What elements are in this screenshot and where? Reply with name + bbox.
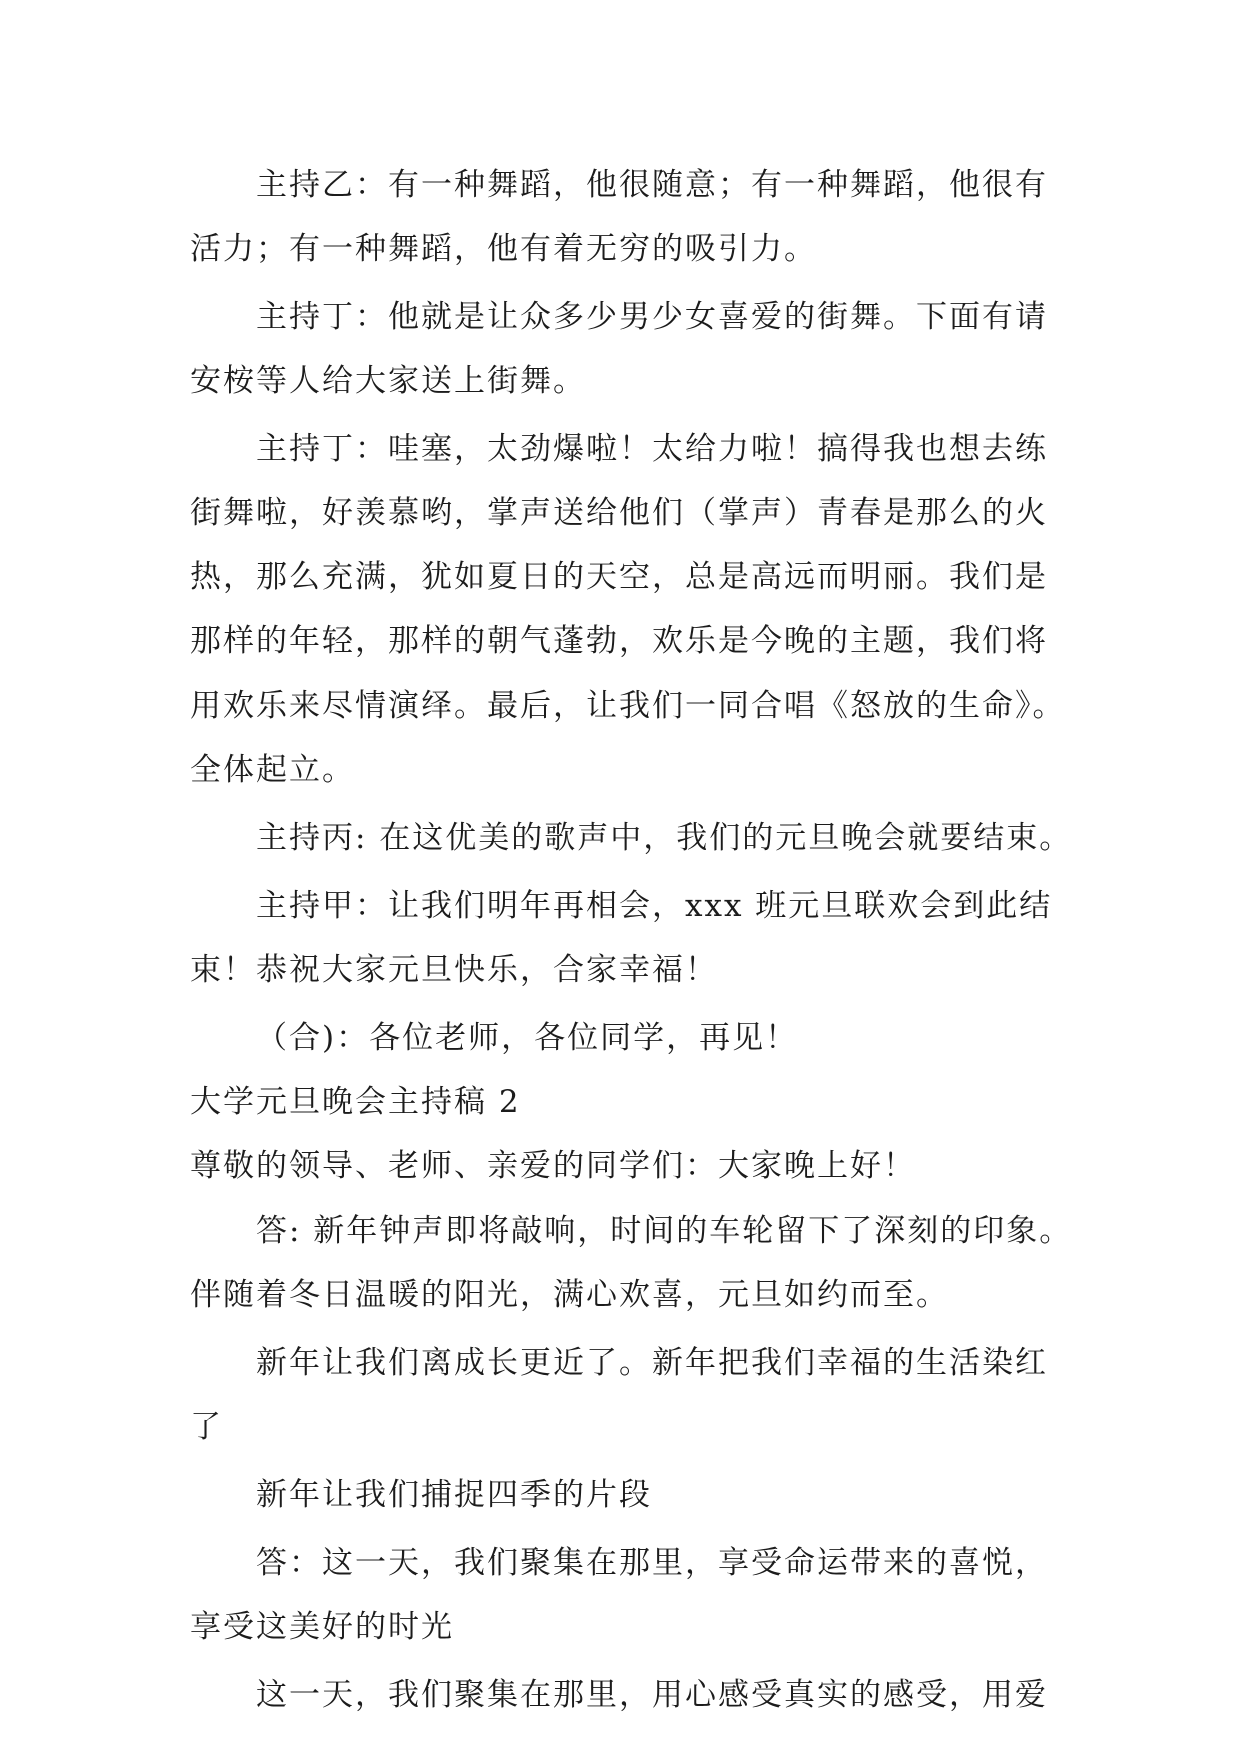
paragraph-line: （合)：各位老师，各位同学，再见！ [256, 1020, 799, 1056]
paragraph-line: 用欢乐来尽情演绎。最后，让我们一同合唱《怒放的生命》。 [190, 688, 1066, 724]
paragraph-line: 这一天，我们聚集在那里，用心感受真实的感受，用爱 [256, 1677, 1048, 1713]
paragraph-line: 街舞啦，好羡慕哟，掌声送给他们（掌声）青春是那么的火 [190, 495, 1048, 531]
paragraph-line: 新年让我们离成长更近了。新年把我们幸福的生活染红 [256, 1345, 1048, 1381]
paragraph-line: 束！恭祝大家元旦快乐，合家幸福！ [190, 952, 718, 988]
paragraph-line: 那样的年轻，那样的朝气蓬勃，欢乐是今晚的主题，我们将 [190, 623, 1048, 659]
paragraph-line: 全体起立。 [190, 752, 355, 788]
paragraph-line: 安桉等人给大家送上街舞。 [190, 363, 586, 399]
paragraph-line: 活力；有一种舞蹈，他有着无穷的吸引力。 [190, 231, 817, 267]
paragraph-line: 主持丁：哇塞，太劲爆啦！太给力啦！搞得我也想去练 [256, 431, 1048, 467]
paragraph-line: 主持甲：让我们明年再相会，xxx 班元旦联欢会到此结 [256, 888, 1053, 924]
paragraph-line: 热，那么充满，犹如夏日的天空，总是高远而明丽。我们是 [190, 559, 1048, 595]
paragraph-line: 答：这一天，我们聚集在那里，享受命运带来的喜悦， [256, 1545, 1048, 1581]
paragraph-line: 尊敬的领导、老师、亲爱的同学们：大家晚上好！ [190, 1148, 916, 1184]
paragraph-line: 伴随着冬日温暖的阳光，满心欢喜，元旦如约而至。 [190, 1277, 949, 1313]
paragraph-line: 答: 新年钟声即将敲响，时间的车轮留下了深刻的印象。 [256, 1213, 1073, 1249]
section-heading: 大学元旦晚会主持稿 2 [190, 1084, 521, 1120]
paragraph-line: 主持丁：他就是让众多少男少女喜爱的街舞。下面有请 [256, 299, 1048, 335]
paragraph-line: 主持丙: 在这优美的歌声中，我们的元旦晚会就要结束。 [256, 820, 1073, 856]
paragraph-line: 享受这美好的时光 [190, 1609, 454, 1645]
paragraph-line: 了 [190, 1409, 223, 1445]
paragraph-line: 新年让我们捕捉四季的片段 [256, 1477, 652, 1513]
paragraph-line: 主持乙：有一种舞蹈，他很随意；有一种舞蹈，他很有 [256, 167, 1048, 203]
